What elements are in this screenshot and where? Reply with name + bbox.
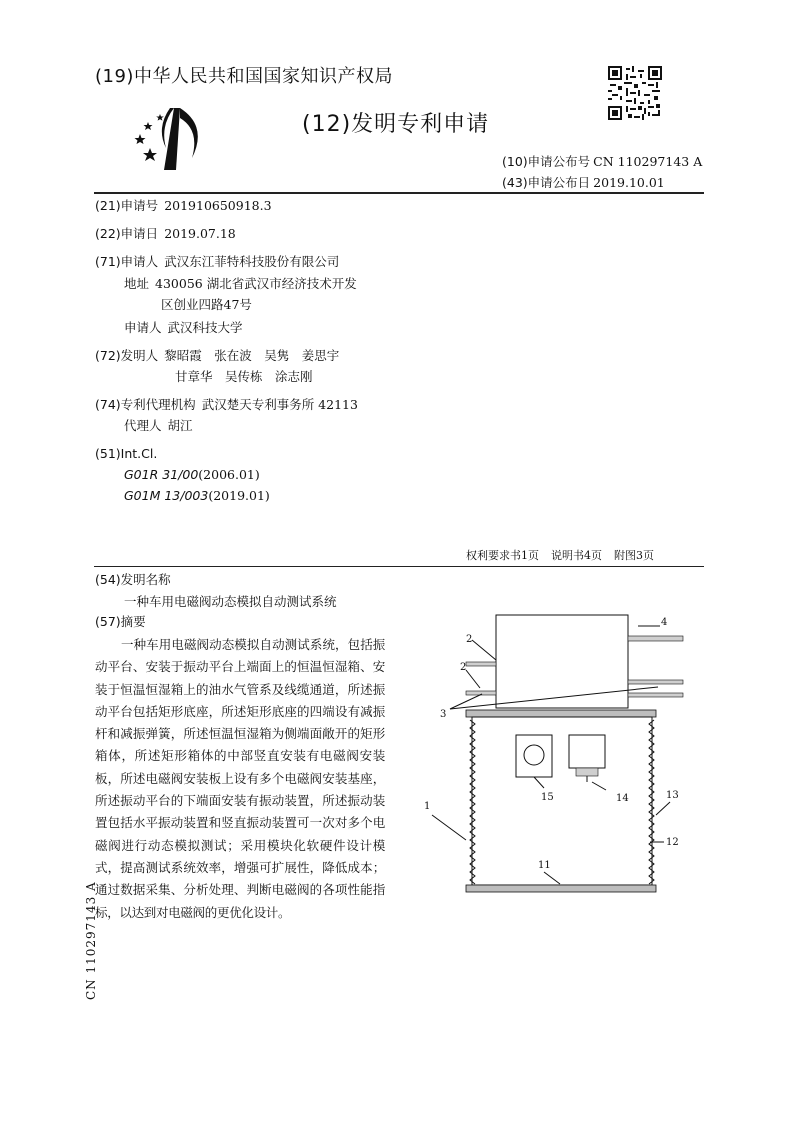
leader-2a (472, 640, 496, 660)
label-13: 13 (666, 790, 679, 801)
label-12: 12 (666, 837, 679, 848)
claims-pages: 权利要求书1页 (466, 549, 539, 562)
publication-date: 2019.10.01 (593, 175, 665, 190)
application-number-row: (21)申请号 201910650918.3 (95, 198, 272, 213)
applicant2: 武汉科技大学 (167, 320, 243, 335)
applicant: 武汉东江菲特科技股份有限公司 (164, 254, 340, 269)
publication-date-label: (43)申请公布日 (502, 175, 591, 190)
leader-14 (592, 782, 606, 790)
label-3: 3 (440, 709, 447, 720)
valve-mount-15 (516, 735, 552, 777)
leader-2b (466, 670, 480, 688)
label-1: 1 (424, 801, 431, 812)
filing-date-row: (22)申请日 2019.07.18 (95, 226, 236, 241)
invention-title-heading: (54)发明名称 (95, 572, 171, 587)
abstract-heading: (57)摘要 (95, 614, 146, 629)
publication-number-row (502, 152, 702, 170)
platform-top (466, 710, 656, 717)
climate-chamber (496, 615, 628, 708)
address-row: 地址 430056 湖北省武汉市经济技术开发 (124, 276, 357, 291)
issuing-office: (19)中华人民共和国国家知识产权局 (95, 66, 393, 87)
leader-15 (534, 777, 544, 788)
valve-mount-14 (569, 735, 605, 768)
header-rule (94, 192, 704, 194)
label-14: 14 (616, 793, 629, 804)
label-11: 11 (538, 860, 551, 871)
inventors-line-2: 甘章华 吴传栋 涂志刚 (175, 369, 313, 384)
label-15: 15 (541, 792, 554, 803)
publication-number-label: (10)申请公布号 (502, 154, 591, 169)
intcl-class-2: G01M 13/003(2019.01) (124, 488, 270, 503)
leader-11 (544, 872, 560, 884)
applicant-row: (71)申请人 武汉东江菲特科技股份有限公司 (95, 254, 340, 269)
document-kind: (12)发明专利申请 (302, 112, 490, 137)
intcl-row: (51)Int.Cl. (95, 446, 158, 461)
agent: 胡江 (167, 418, 193, 433)
side-publication-code: CN 110297143 A (84, 881, 98, 1000)
inventors-row: (72)发明人 黎昭霞 张在波 吴隽 姜思宇 (95, 348, 340, 363)
leader-3-left (450, 694, 482, 709)
leader-3-right (450, 687, 658, 709)
abstract-figure (410, 600, 690, 910)
pipe-left-1 (466, 662, 496, 666)
agent-row: 代理人 胡江 (124, 418, 193, 433)
pipe-right-2 (628, 693, 683, 697)
agency-row: (74)专利代理机构 武汉楚天专利事务所 42113 (95, 397, 358, 412)
label-4: 4 (661, 617, 668, 628)
intcl-class-1: G01R 31/00(2006.01) (124, 467, 260, 482)
label-2a: 2 (466, 634, 473, 645)
drawing-pages: 附图3页 (614, 549, 654, 562)
sipo-logo (130, 96, 216, 174)
leader-1 (432, 815, 466, 840)
pipe-right-1 (628, 680, 683, 684)
page-counts (454, 547, 654, 563)
filing-date: 2019.07.18 (164, 226, 236, 241)
abstract-text: 一种车用电磁阀动态模拟自动测试系统，包括振动平台、安装于振动平台上端面上的恒温恒湿箱、安装于恒温恒湿箱上的油水气管系及线缆通道，所述振动平台包括矩形底座，所述矩形底座的四端设有减振杆和减振弹簧，所述恒温恒湿箱为侧端面敞开的矩形箱体，所述矩形箱体的中部竖直安装有电磁阀安装板，所述电磁阀安装板上设有多个电磁阀安装基座，所述振动平台的下端面安装有振动装置，所述振动装置包括水平振动装置和竖直振动装置可一次对多个电磁阀进行动态模拟测试；采用模块化软硬件设计模式，提高测试系统效率，增强可扩展性，降低成本；通过数据采集、分析处理、判断电磁阀的各项性能指标，以达到对电磁阀的更优化设计。 (95, 637, 385, 920)
address-line-2: 区创业四路47号 (161, 297, 252, 312)
platform-base (466, 885, 656, 892)
application-number: 201910650918.3 (164, 198, 272, 213)
description-pages: 说明书4页 (551, 549, 602, 562)
biblio-rule (94, 566, 704, 567)
publication-date-row (502, 173, 665, 191)
agency: 武汉楚天专利事务所 42113 (201, 397, 358, 412)
qr-code-icon (608, 66, 662, 120)
address-line-1: 430056 湖北省武汉市经济技术开发 (155, 276, 357, 291)
invention-title: 一种车用电磁阀动态模拟自动测试系统 (124, 594, 337, 609)
publication-number: CN 110297143 A (593, 154, 703, 169)
leader-13 (656, 802, 670, 815)
inventors-line-1: 黎昭霞 张在波 吴隽 姜思宇 (164, 348, 340, 363)
cable-conduit-top (628, 636, 683, 641)
applicant2-row: 申请人 武汉科技大学 (124, 320, 243, 335)
label-2b: 2 (460, 662, 467, 673)
